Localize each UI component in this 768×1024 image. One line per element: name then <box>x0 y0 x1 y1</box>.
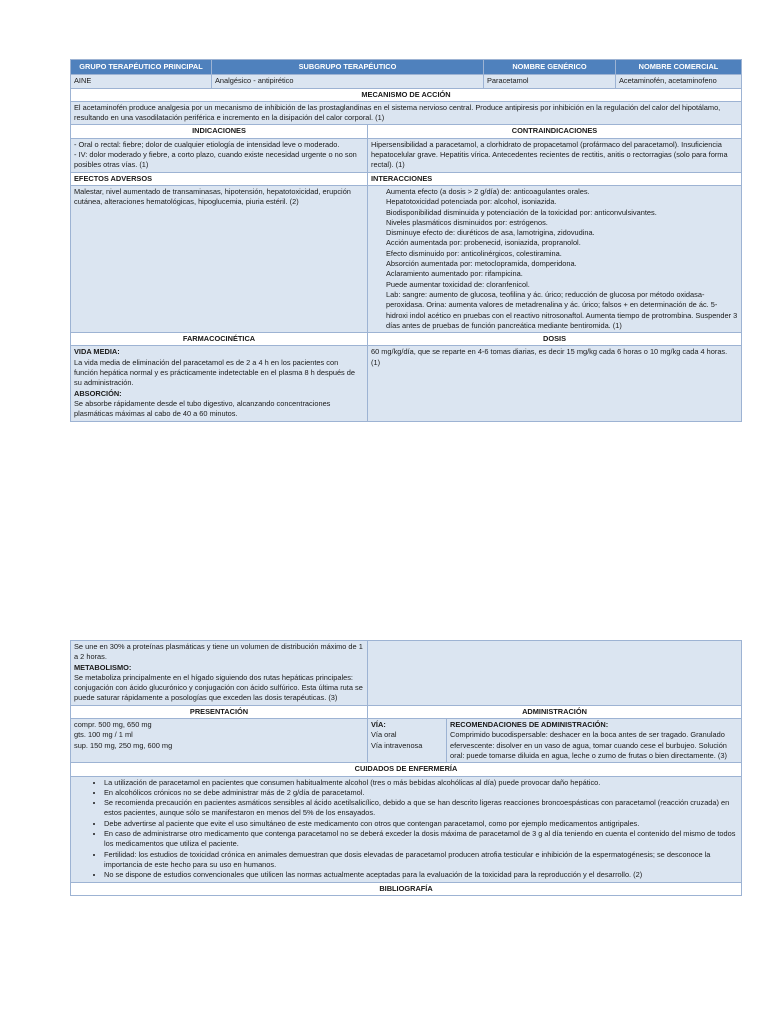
indications-title: INDICACIONES <box>71 125 368 138</box>
nursing-item: • Se recomienda precaución en pacientes asmáticos sensibles al ácido acetilsalicílico, debido a que se han descrito ligeras reacciones broncoespásticas con paracetamol (reacción cruzada) en estos pacientes, aunque sólo se manifestaron en menos del 5% de los ensayados. <box>104 798 738 819</box>
distribution-text: Se une en 30% a proteínas plasmáticas y tiene un volumen de distribución máximo de 1 a 2 horas. <box>74 642 363 662</box>
header-generic-name: NOMBRE GENÉRICO <box>484 60 616 75</box>
continuation-table <box>70 640 742 896</box>
drug-sheet-page-2 <box>70 640 741 896</box>
interaction-item: Niveles plasmáticos disminuidos por: estrógenos. <box>386 217 548 227</box>
metabolism-text: Se metaboliza principalmente en el hígado siguiendo dos rutas hepáticas principales: conjugación con ácido glucurónico y conjugación con ácido sulfúrico. Esta última ruta se puede saturar rápidamente a posologías que exceden las dosis terapéuticas. (3) <box>74 672 363 703</box>
presentation-item: compr. 500 mg, 650 mg <box>74 720 152 730</box>
adverse-effects-title: EFECTOS ADVERSOS <box>71 172 368 185</box>
interaction-item: Lab: sangre: aumento de glucosa, teofilina y ác. úrico; reducción de glucosa por método oxidasa-peroxidasa. Orina: aumenta valores de metadrenalina y ác. úrico; falsos + en determinación de ác. 5-hidroxi indol acético en pruebas con el reactivo nitrosonaftol. Aumenta tiempo de protrombina. Suspender 3 días antes de pruebas de función pancreática mediante bentiromida. (1) <box>386 289 738 330</box>
nursing-item: • No se dispone de estudios convencionales que utilicen las normas actualmente aceptadas para la evaluación de la toxicidad para la reproducción y el desarrollo. (2) <box>104 870 738 880</box>
interactions-list <box>368 185 742 332</box>
drug-subgroup: Analgésico - antipirético <box>212 75 484 88</box>
recommendations-text: Comprimido bucodispersable: deshacer en la boca antes de ser tragado. Granulado efervescente: disolver en un vaso de agua, tomar cuando cese el burbujeo. Solución oral: puede tomarse diluida en agua, leche o zumo de frutas o bien directamente. (3) <box>450 730 727 760</box>
route-cell <box>368 719 447 763</box>
drug-info-table <box>70 59 742 125</box>
presentation-title: PRESENTACIÓN <box>71 705 368 718</box>
half-life-label: VIDA MEDIA: <box>74 347 120 357</box>
nursing-item: • La utilización de paracetamol en pacientes que consumen habitualmente alcohol (tres o más bebidas alcohólicas al día) puede provocar daño hepático. <box>104 778 738 788</box>
dose-continued <box>368 641 742 706</box>
bibliography-title: BIBLIOGRAFÍA <box>71 882 742 895</box>
interaction-item: Efecto disminuido por: anticolinérgicos, colestiramina. <box>386 248 562 258</box>
nursing-title: CUIDADOS DE ENFERMERÍA <box>71 763 742 776</box>
drug-generic-name: Paracetamol <box>484 75 616 88</box>
metabolism-label: METABOLISMO: <box>74 662 132 672</box>
drug-group: AINE <box>71 75 212 88</box>
presentation-list <box>71 719 368 763</box>
adverse-effects-text: Malestar, nivel aumentado de transaminasas, hipotensión, hepatotoxicidad, erupción cutánea, alteraciones hematológicas, hipoglucemia, piuria estéril. (2) <box>71 185 368 332</box>
presentation-item: sup. 150 mg, 250 mg, 600 mg <box>74 740 173 750</box>
route-label: VÍA: <box>371 720 386 730</box>
header-row <box>71 60 742 75</box>
presentation-item: gts. 100 mg / 1 ml <box>74 730 133 740</box>
indications-text <box>71 138 368 172</box>
header-group: GRUPO TERAPÉUTICO PRINCIPAL <box>71 60 212 75</box>
interaction-item: Disminuye efecto de: diuréticos de asa, lamotrigina, zidovudina. <box>386 228 595 238</box>
nursing-item: • En caso de administrarse otro medicamento que contenga paracetamol no se deberá exceder la dosis máxima de paracetamol de 3 g al día teniendo en cuenta el contenido del mismo de todos los medicamentos que utiliza el paciente. <box>104 829 738 850</box>
interaction-item: Aclaramiento aumentado por: rifampicina. <box>386 269 523 279</box>
interaction-item: Hepatotoxicidad potenciada por: alcohol, isoniazida. <box>386 197 557 207</box>
nursing-item: • Debe advertirse al paciente que evite el uso simultáneo de este medicamento con otros que contengan paracetamol, como por ejemplo medicamentos antigripales. <box>104 819 738 829</box>
half-life-text: La vida media de eliminación del paracetamol es de 2 a 4 h en los pacientes con función hepática normal y es prácticamente indetectable en el plasma 8 h después de su administración. <box>74 357 356 388</box>
absorption-label: ABSORCIÓN: <box>74 388 122 398</box>
header-subgroup: SUBGRUPO TERAPÉUTICO <box>212 60 484 75</box>
interaction-item: Absorción aumentada por: metoclopramida, domperidona. <box>386 259 577 269</box>
pharmacokinetics-continued <box>71 641 368 706</box>
drug-row <box>71 75 742 88</box>
recommendations-label: RECOMENDACIONES DE ADMINISTRACIÓN: <box>450 720 609 730</box>
interaction-item: Puede aumentar toxicidad de: cloranfenicol. <box>386 279 530 289</box>
route-item: Vía intravenosa <box>371 740 423 750</box>
indication-oral: - Oral o rectal: fiebre; dolor de cualquier etiología de intensidad leve o moderado. <box>74 139 340 149</box>
nursing-list <box>71 776 742 882</box>
clinical-table <box>70 124 742 421</box>
administration-title: ADMINISTRACIÓN <box>368 705 742 718</box>
drug-commercial-name: Acetaminofén, acetaminofeno <box>616 75 742 88</box>
interaction-item: Acción aumentada por: probenecid, isoniazida, propranolol. <box>386 238 581 248</box>
recommendations-cell <box>447 719 742 763</box>
interaction-item: Aumenta efecto (a dosis > 2 g/día) de: anticoagulantes orales. <box>386 186 590 196</box>
nursing-item: • Fertilidad: los estudios de toxicidad crónica en animales demuestran que dosis elevadas de paracetamol producen atrofia testicular e inhibición de la espermatogénesis; se desconoce la importancia de este hecho para su uso en humanos. <box>104 850 738 871</box>
absorption-text: Se absorbe rápidamente desde el tubo digestivo, alcanzando concentraciones plasmáticas máximas al cabo de 40 a 60 minutos. <box>74 398 331 419</box>
interactions-title: INTERACCIONES <box>368 172 742 185</box>
nursing-item: • En alcohólicos crónicos no se debe administrar más de 2 g/día de paracetamol. <box>104 788 738 798</box>
interaction-item: Biodisponibilidad disminuida y potenciación de la toxicidad por: anticonvulsivantes. <box>386 207 657 217</box>
route-item: Vía oral <box>371 730 397 740</box>
indication-iv: - IV: dolor moderado y fiebre, a corto plazo, cuando existe necesidad urgente o no son posibles otras vías. (1) <box>74 150 357 170</box>
contraindications-title: CONTRAINDICACIONES <box>368 125 742 138</box>
header-commercial-name: NOMBRE COMERCIAL <box>616 60 742 75</box>
dose-title: DOSIS <box>368 333 742 346</box>
mechanism-text: El acetaminofén produce analgesia por un mecanismo de inhibición de las prostaglandinas en el sistema nervioso central. Produce antipiresis por inhibición en la regulación del calor del hipotálamo, resultando en una vasodilatación periférica e incremento en la disipación del calor corporal. (1) <box>71 101 742 125</box>
mechanism-title: MECANISMO DE ACCIÓN <box>71 88 742 101</box>
pharmacokinetics-text <box>71 346 368 421</box>
contraindications-text: Hipersensibilidad a paracetamol, a clorhidrato de propacetamol (profármaco del paracetamol). Insuficiencia hepatocelular grave. Hepatitis vírica. Antecedentes recientes de rectitis, anitis o rectorragias (solo para forma rectal). (1) <box>368 138 742 172</box>
drug-sheet-page-1 <box>70 59 741 422</box>
pharmacokinetics-title: FARMACOCINÉTICA <box>71 333 368 346</box>
dose-text: 60 mg/kg/día, que se reparte en 4-6 tomas diarias, es decir 15 mg/kg cada 6 horas o 10 mg/kg cada 4 horas. (1) <box>368 346 742 421</box>
